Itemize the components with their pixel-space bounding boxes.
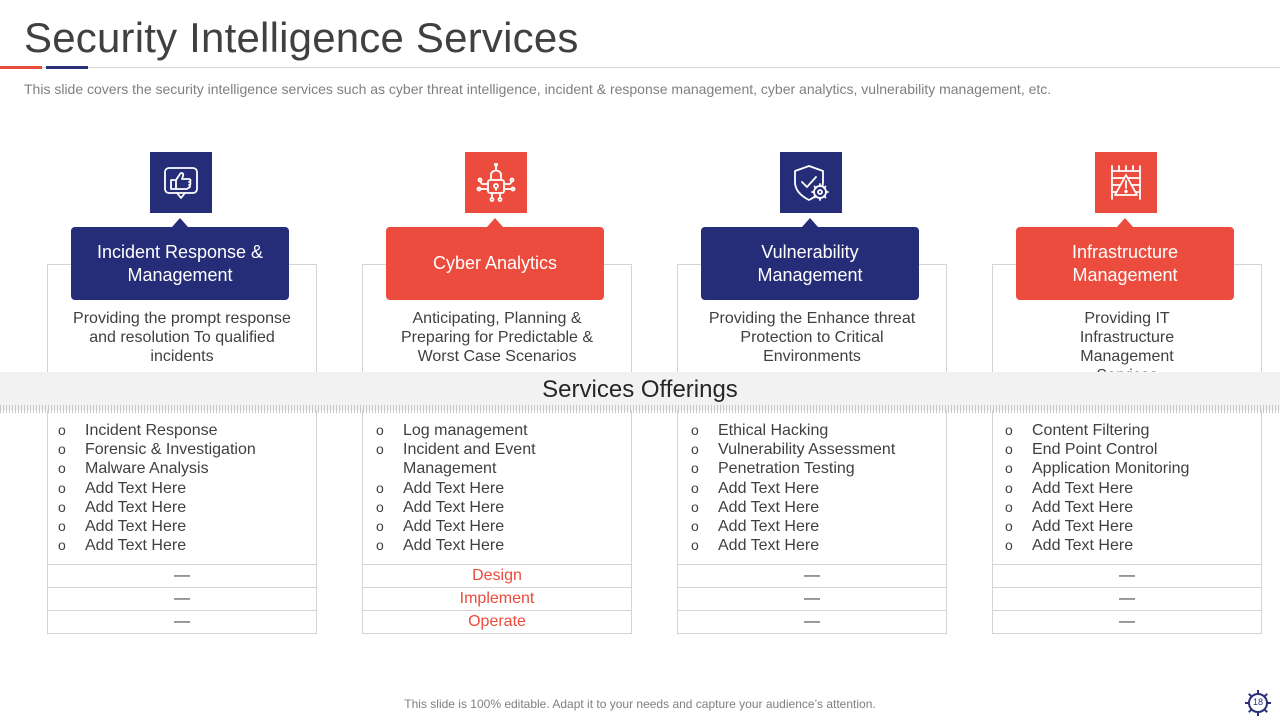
- list-item: o Add Text Here: [994, 498, 1262, 517]
- service-header: Incident Response & Management: [71, 227, 289, 300]
- list-item: o Add Text Here: [47, 517, 317, 536]
- list-item: o Add Text Here: [365, 536, 632, 555]
- table-row: —: [677, 610, 947, 633]
- service-description: Providing the Enhance threat Protection to Critical Environments: [708, 310, 916, 365]
- table-row: —: [677, 564, 947, 587]
- page-title: Security Intelligence Services: [24, 14, 579, 61]
- list-item: o Add Text Here: [680, 479, 947, 498]
- offerings-list: [47, 421, 317, 555]
- firewall-warning-icon: [1095, 152, 1157, 213]
- list-item: o Add Text Here: [680, 536, 947, 555]
- list-item: o Add Text Here: [47, 536, 317, 555]
- service-header: Cyber Analytics: [386, 227, 604, 300]
- service-description: Providing IT Infrastructure Management: [1079, 310, 1175, 365]
- table-row: —: [677, 587, 947, 610]
- service-description: Providing the prompt response and resolution To qualified incidents: [73, 310, 291, 365]
- list-item: o Add Text Here: [365, 498, 632, 517]
- list-item: o Ethical Hacking: [680, 421, 947, 440]
- page-number: 18: [1252, 697, 1263, 707]
- list-item: o Add Text Here: [680, 517, 947, 536]
- service-header: Vulnerability Management: [701, 227, 919, 300]
- offerings-list: [677, 421, 947, 555]
- services-offerings-label: Services Offerings: [542, 376, 738, 403]
- list-item: o Log management: [365, 421, 632, 440]
- list-item: o Add Text Here: [994, 536, 1262, 555]
- list-item: o Add Text Here: [365, 479, 632, 498]
- table-row: Operate: [362, 610, 632, 633]
- list-item: o Add Text Here: [680, 498, 947, 517]
- list-item: o Incident Response: [47, 421, 317, 440]
- list-item: o Add Text Here: [47, 498, 317, 517]
- table-row: Design: [362, 564, 632, 587]
- list-item: o Application Monitoring: [994, 459, 1262, 478]
- offerings-list: [362, 421, 632, 555]
- service-description: Anticipating, Planning & Preparing for Predictable & Worst Case Scenarios: [400, 310, 594, 365]
- list-item: o End Point Control: [994, 440, 1262, 459]
- list-item: o Add Text Here: [994, 517, 1262, 536]
- phase-rows: [992, 564, 1262, 633]
- table-row: —: [992, 587, 1262, 610]
- title-accent-red: [0, 66, 42, 69]
- list-item: o Add Text Here: [47, 479, 317, 498]
- title-accent-navy: [46, 66, 88, 69]
- list-item: o Forensic & Investigation: [47, 440, 317, 459]
- band-dotted-border: [0, 405, 1280, 413]
- table-row: Implement: [362, 587, 632, 610]
- phase-rows: [362, 564, 632, 633]
- service-header: Infrastructure Management: [1016, 227, 1234, 300]
- list-item: o Malware Analysis: [47, 459, 317, 478]
- list-item: o Content Filtering: [994, 421, 1262, 440]
- table-row: —: [47, 610, 317, 633]
- offerings-list: [992, 421, 1262, 555]
- list-item: o Penetration Testing: [680, 459, 947, 478]
- lock-circuit-icon: [465, 152, 527, 213]
- footer-note: This slide is 100% editable. Adapt it to your needs and capture your audience’s attention.: [404, 697, 876, 711]
- table-row: —: [992, 610, 1262, 633]
- slide-subtitle: This slide covers the security intelligence services such as cyber threat intelligence, incident & response management, cyber analytics, vulnerability management, etc.: [24, 81, 1052, 97]
- table-row: —: [47, 587, 317, 610]
- list-item: o Add Text Here: [994, 479, 1262, 498]
- table-row: —: [992, 564, 1262, 587]
- list-item: o Vulnerability Assessment: [680, 440, 947, 459]
- shield-gear-icon: [780, 152, 842, 213]
- list-item: o Incident and Event Management: [365, 440, 632, 478]
- table-row: —: [47, 564, 317, 587]
- title-divider: [0, 67, 1280, 68]
- phase-rows: [677, 564, 947, 633]
- phase-rows: [47, 564, 317, 633]
- thumbs-up-icon: [150, 152, 212, 213]
- list-item: o Add Text Here: [365, 517, 632, 536]
